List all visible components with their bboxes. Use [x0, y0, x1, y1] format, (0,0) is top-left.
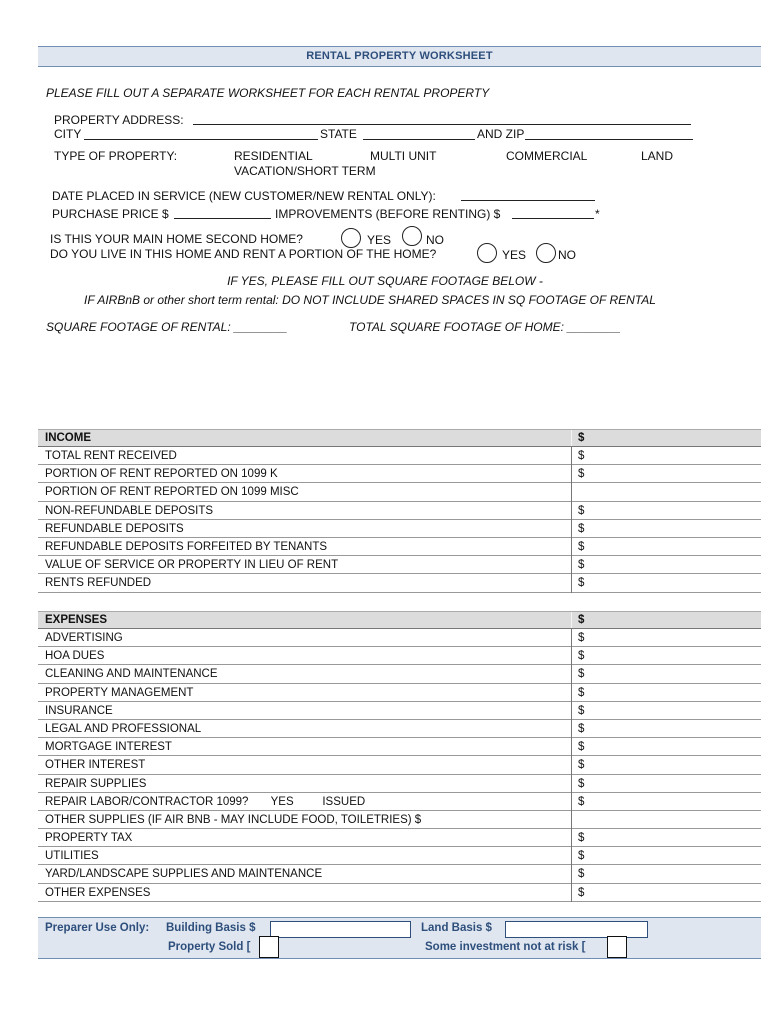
table-row[interactable]: [38, 556, 761, 574]
row-amount[interactable]: $: [578, 704, 585, 717]
type-commercial[interactable]: COMMERCIAL: [506, 149, 588, 163]
table-row[interactable]: [38, 483, 761, 501]
row-label: PORTION OF RENT REPORTED ON 1099 K: [45, 468, 278, 481]
row-amount[interactable]: $: [578, 577, 585, 590]
table-row[interactable]: [38, 574, 761, 592]
zip-label: AND ZIP: [477, 127, 525, 141]
row-amount[interactable]: $: [578, 868, 585, 881]
city-field[interactable]: [84, 139, 318, 140]
type-vacation[interactable]: VACATION/SHORT TERM: [234, 164, 376, 178]
row-label: TOTAL RENT RECEIVED: [45, 450, 177, 462]
income-table: [38, 429, 761, 593]
table-row[interactable]: [38, 884, 761, 902]
page-title: RENTAL PROPERTY WORKSHEET: [306, 50, 493, 62]
type-multi-unit[interactable]: MULTI UNIT: [370, 149, 437, 163]
row-amount[interactable]: $: [578, 832, 585, 845]
rental-sqft-field[interactable]: SQUARE FOOTAGE OF RENTAL: ________: [46, 320, 288, 334]
row-label: ADVERTISING: [45, 632, 123, 644]
row-amount[interactable]: $: [578, 559, 585, 572]
row-label: REPAIR LABOR/CONTRACTOR 1099? YES ISSUED: [45, 795, 366, 808]
row-label: VALUE OF SERVICE OR PROPERTY IN LIEU OF RENT: [45, 559, 339, 572]
table-row[interactable]: [38, 793, 761, 811]
building-basis-input[interactable]: [270, 921, 411, 938]
land-basis-label: Land Basis $: [421, 922, 492, 934]
row-amount[interactable]: $: [578, 850, 585, 863]
row-amount[interactable]: $: [578, 741, 585, 754]
row-label: REFUNDABLE DEPOSITS: [45, 522, 184, 535]
main-home-yes-label: YES: [367, 233, 392, 247]
date-in-service-label: DATE PLACED IN SERVICE (NEW CUSTOMER/NEW RENTAL ONLY):: [52, 189, 436, 203]
property-type-label: TYPE OF PROPERTY:: [54, 149, 178, 163]
table-row[interactable]: [38, 465, 761, 483]
if-yes-note: IF YES, PLEASE FILL OUT SQUARE FOOTAGE BELOW -: [227, 274, 543, 288]
worksheet-title-bar: [38, 46, 761, 67]
property-address-field[interactable]: [193, 124, 691, 125]
table-row[interactable]: [38, 775, 761, 793]
row-amount[interactable]: $: [578, 668, 585, 681]
row-label: NON-REFUNDABLE DEPOSITS: [45, 504, 214, 517]
table-row[interactable]: [38, 829, 761, 847]
date-in-service-field[interactable]: [461, 200, 595, 201]
improvements-label: IMPROVEMENTS (BEFORE RENTING) $: [275, 207, 501, 221]
row-amount[interactable]: $: [578, 632, 585, 644]
table-row[interactable]: [38, 684, 761, 702]
row-amount[interactable]: $: [578, 722, 585, 735]
state-field[interactable]: [363, 139, 475, 140]
row-amount[interactable]: $: [578, 468, 585, 481]
row-label: REFUNDABLE DEPOSITS FORFEITED BY TENANTS: [45, 540, 328, 553]
table-row[interactable]: [38, 847, 761, 865]
row-amount[interactable]: $: [578, 777, 585, 790]
preparer-label: Preparer Use Only:: [45, 922, 150, 934]
purchase-price-field[interactable]: [174, 218, 271, 219]
expenses-header: EXPENSES: [45, 614, 107, 626]
row-label: OTHER EXPENSES: [45, 886, 151, 899]
not-at-risk-checkbox[interactable]: [607, 936, 627, 958]
income-header-amount: $: [578, 432, 585, 444]
property-sold-checkbox[interactable]: [259, 936, 279, 958]
row-label: PROPERTY MANAGEMENT: [45, 686, 194, 699]
row-label: LEGAL AND PROFESSIONAL: [45, 722, 202, 735]
building-basis-label: Building Basis $: [166, 922, 256, 934]
table-row[interactable]: [38, 647, 761, 665]
row-amount[interactable]: $: [578, 504, 585, 517]
expenses-header-row: [38, 611, 761, 629]
live-in-question: DO YOU LIVE IN THIS HOME AND RENT A PORTION OF THE HOME?: [50, 247, 437, 261]
table-row[interactable]: [38, 665, 761, 683]
zip-field[interactable]: [525, 139, 693, 140]
table-row[interactable]: [38, 865, 761, 883]
row-label: YARD/LANDSCAPE SUPPLIES AND MAINTENANCE: [45, 868, 323, 881]
table-row[interactable]: [38, 811, 761, 829]
table-row[interactable]: [38, 629, 761, 647]
row-label: RENTS REFUNDED: [45, 577, 152, 590]
row-amount[interactable]: $: [578, 759, 585, 772]
row-amount[interactable]: $: [578, 650, 585, 663]
expenses-header-amount: $: [578, 614, 585, 626]
city-label: CITY: [54, 127, 82, 141]
main-home-yes-radio[interactable]: [341, 228, 361, 248]
row-label: OTHER INTEREST: [45, 759, 146, 772]
live-in-yes-label: YES: [502, 248, 527, 262]
row-amount[interactable]: $: [578, 540, 585, 553]
row-amount[interactable]: $: [578, 686, 585, 699]
state-label: STATE: [320, 127, 357, 141]
airbnb-note: IF AIRBnB or other short term rental: DO NOT INCLUDE SHARED SPACES IN SQ FOOTAGE OF RENTAL: [84, 293, 656, 307]
row-label: REPAIR SUPPLIES: [45, 777, 147, 790]
improvements-asterisk: *: [595, 207, 600, 221]
not-at-risk-label: Some investment not at risk [: [425, 941, 586, 953]
improvements-field[interactable]: [512, 218, 594, 219]
type-land[interactable]: LAND: [641, 149, 674, 163]
row-label: MORTGAGE INTEREST: [45, 741, 172, 754]
expenses-table: [38, 611, 761, 902]
table-row[interactable]: [38, 756, 761, 774]
income-header-row: [38, 429, 761, 447]
table-row[interactable]: [38, 538, 761, 556]
live-in-yes-radio[interactable]: [477, 243, 497, 263]
table-row[interactable]: [38, 502, 761, 520]
main-home-no-label: NO: [426, 233, 444, 247]
row-label: OTHER SUPPLIES (IF AIR BNB - MAY INCLUDE FOOD, TOILETRIES) $: [45, 813, 422, 826]
row-label: CLEANING AND MAINTENANCE: [45, 668, 218, 681]
purchase-price-label: PURCHASE PRICE $: [52, 207, 169, 221]
property-address-label: PROPERTY ADDRESS:: [54, 113, 184, 127]
row-amount[interactable]: $: [578, 795, 585, 808]
table-row[interactable]: [38, 720, 761, 738]
row-amount[interactable]: $: [578, 522, 585, 535]
property-sold-label: Property Sold [: [168, 941, 251, 953]
row-label: UTILITIES: [45, 850, 99, 863]
table-row[interactable]: [38, 738, 761, 756]
table-row[interactable]: [38, 520, 761, 538]
table-row[interactable]: [38, 447, 761, 465]
instruction-text: PLEASE FILL OUT A SEPARATE WORKSHEET FOR EACH RENTAL PROPERTY: [46, 86, 490, 100]
income-header: INCOME: [45, 432, 91, 444]
row-amount[interactable]: $: [578, 886, 585, 899]
type-residential[interactable]: RESIDENTIAL: [234, 149, 313, 163]
table-row[interactable]: [38, 702, 761, 720]
main-home-no-radio[interactable]: [402, 226, 422, 246]
home-sqft-field[interactable]: TOTAL SQUARE FOOTAGE OF HOME: ________: [349, 320, 621, 334]
row-label: PORTION OF RENT REPORTED ON 1099 MISC: [45, 486, 299, 499]
live-in-no-radio[interactable]: [536, 243, 556, 263]
preparer-section: [38, 917, 761, 959]
row-label: PROPERTY TAX: [45, 832, 133, 845]
row-amount[interactable]: $: [578, 450, 585, 462]
main-home-question: IS THIS YOUR MAIN HOME SECOND HOME?: [50, 232, 303, 246]
row-label: HOA DUES: [45, 650, 105, 663]
row-label: INSURANCE: [45, 704, 113, 717]
live-in-no-label: NO: [558, 248, 576, 262]
